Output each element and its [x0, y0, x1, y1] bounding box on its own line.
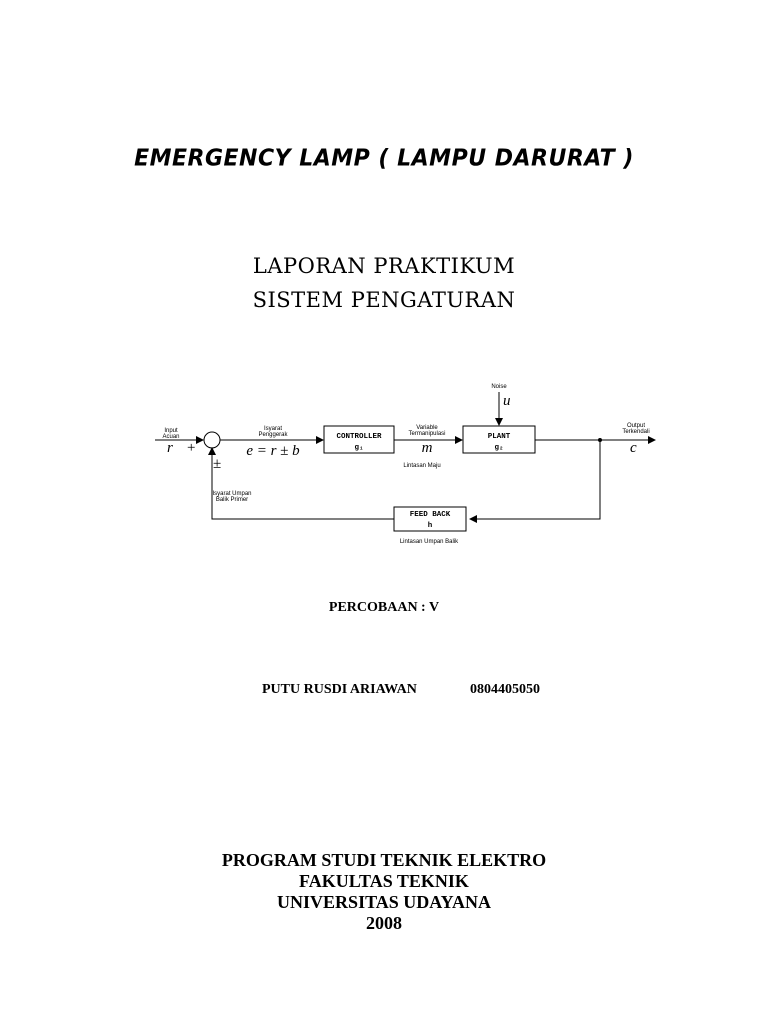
variable-label-line-2: Termanipulasi — [408, 431, 446, 437]
document-title: EMERGENCY LAMP ( LAMPU DARURAT ) — [134, 145, 634, 172]
feedback-signal-label-line-2: Balik Primer — [215, 497, 249, 503]
error-equation: e = r ± b — [246, 443, 300, 459]
noise-label: Noise — [491, 384, 507, 390]
feedback-path-label: Lintasan Umpan Balik — [399, 539, 459, 545]
feedback-gain: h — [427, 522, 433, 530]
error-label-line-1: Isyarat — [263, 426, 283, 432]
variable-label-line-1: Variable — [416, 425, 438, 431]
output-symbol: c — [630, 440, 637, 456]
variable-symbol: m — [421, 440, 433, 456]
summing-junction — [204, 432, 220, 448]
output-label-line-1: Output — [626, 423, 646, 429]
forward-path-label: Lintasan Maju — [403, 463, 441, 469]
plus-minus-sign: ± — [213, 456, 222, 472]
report-title-line-1: LAPORAN PRAKTIKUM — [252, 254, 516, 278]
student-name: PUTU RUSDI ARIAWAN — [262, 682, 417, 697]
plant-gain: g₂ — [494, 444, 504, 452]
feedback-path-line-2 — [212, 448, 394, 519]
faculty: FAKULTAS TEKNIK — [299, 871, 469, 891]
feedback-label: FEED BACK — [409, 511, 451, 519]
input-label-line-1: Input — [164, 428, 178, 434]
year: 2008 — [366, 913, 402, 933]
report-title-line-2: SISTEM PENGATURAN — [252, 288, 516, 312]
student-id: 0804405050 — [470, 682, 540, 697]
output-label-line-2: Terkendali — [622, 429, 650, 435]
institution-block — [0, 850, 768, 934]
controller-label: CONTROLLER — [336, 433, 382, 441]
error-label-line-2: Penggerak — [258, 432, 288, 438]
noise-symbol: u — [503, 393, 511, 409]
study-program: PROGRAM STUDI TEKNIK ELEKTRO — [221, 850, 547, 870]
controller-gain: g₁ — [354, 444, 364, 452]
university: UNIVERSITAS UDAYANA — [277, 892, 491, 912]
control-system-block-diagram — [0, 370, 768, 560]
plant-label: PLANT — [487, 433, 511, 441]
input-symbol: r — [167, 440, 173, 456]
plus-sign: + — [187, 440, 196, 456]
experiment-number: PERCOBAAN : V — [328, 600, 440, 615]
input-label-line-2: Acuan — [162, 434, 180, 440]
feedback-signal-label-line-1: Isyarat Umpan — [212, 491, 252, 497]
